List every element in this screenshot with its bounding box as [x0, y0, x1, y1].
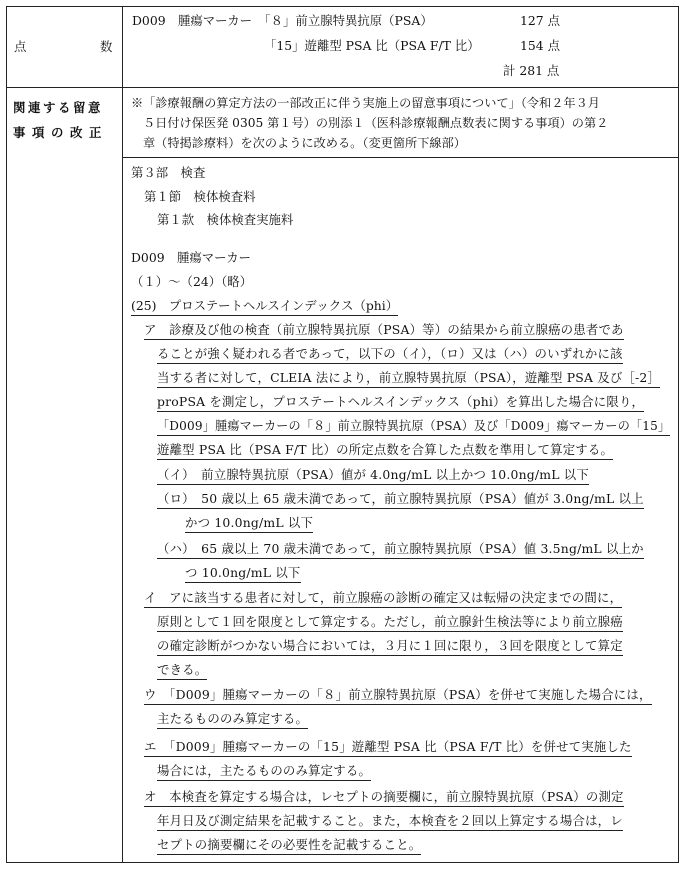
criterion-i: （イ） 前立腺特異抗原（PSA）値が 4.0ng/mL 以上かつ 10.0ng/mL 以下 — [157, 468, 589, 485]
criterion-ha-line-1: （ハ） 65 歳以上 70 歳未満であって，前立腺特異抗原（PSA）値 3.5ng/mL 以上か — [157, 542, 644, 559]
points-row-psa: D009 腫瘍マーカー 「８」前立腺特異抗原（PSA） — [132, 13, 433, 28]
para-u-line-1: ウ 「D009」腫瘍マーカーの「８」前立腺特異抗原（PSA）を併せて実施した場合には， — [144, 688, 652, 705]
item-25-title: (25) プロステートヘルスインデックス（phi） — [131, 299, 398, 316]
row-divider-notice — [122, 157, 678, 158]
para-o-line-2: 年月日及び測定結果を記載すること。また，本検査を２回以上算定する場合は，レ — [157, 814, 623, 831]
para-a-line-4: proPSA を測定し，プロステートヘルスインデックス（phi）を算出した場合に限り， — [157, 395, 644, 412]
para-a-line-1: ア 診療及び他の検査（前立腺特異抗原（PSA）等）の結果から前立腺癌の患者であ — [144, 323, 624, 340]
points-value-psa: 127 点 — [520, 13, 560, 28]
row-divider-points — [6, 87, 678, 88]
item-code: D009 腫瘍マーカー — [131, 250, 252, 265]
notice-intro-line2: ５日付け保医発 0305 第１号）の別添１（医科診療報酬点数表に関する事項）の第２ — [143, 116, 609, 130]
notice-label-line1: 関連する留意 — [13, 100, 103, 115]
points-total: 計 281 点 — [503, 63, 560, 78]
notice-intro-line3: 章（特掲診療料）を次のように改める。（変更箇所下線部） — [143, 136, 466, 150]
points-row-ft-ratio: 「15」遊離型 PSA 比（PSA F/T 比） — [264, 38, 480, 53]
criterion-ro-line-2: かつ 10.0ng/mL 以下 — [185, 516, 313, 533]
omitted-items: （１）～（24）（略） — [131, 274, 253, 289]
para-a-line-6: 遊離型 PSA 比（PSA F/T 比）の所定点数を合算した点数を準用して算定する。 — [157, 443, 613, 460]
para-o-line-3: セプトの摘要欄にその必要性を記載すること。 — [157, 838, 421, 855]
points-label-right: 数 — [100, 39, 113, 54]
para-o-line-1: オ 本検査を算定する場合は，レセプトの摘要欄に，前立腺特異抗原（PSA）の測定 — [144, 790, 624, 807]
para-i-line-2: 原則として１回を限度として算定する。ただし，前立腺針生検法等により前立腺癌 — [157, 615, 623, 632]
para-i-line-3: の確定診断がつかない場合においては，３月に１回に限り，３回を限度として算定 — [157, 639, 623, 656]
para-a-line-3: 当する者に対して，CLEIA 法により，前立腺特異抗原（PSA），遊離型 PSA 及び［-2］ — [157, 371, 660, 388]
points-value-ft-ratio: 154 点 — [520, 38, 560, 53]
notice-label-line2: 事項の改正 — [13, 125, 108, 140]
para-u-line-2: 主たるもののみ算定する。 — [157, 712, 308, 729]
criterion-ha-line-2: つ 10.0ng/mL 以下 — [185, 566, 301, 583]
notice-intro-line1: ※「診療報酬の算定方法の一部改正に伴う実施上の留意事項について」（令和２年３月 — [131, 96, 600, 110]
column-divider — [122, 6, 123, 862]
para-a-line-5: 「D009」腫瘍マーカーの「８」前立腺特異抗原（PSA）及び「D009」瘍マーカーの「15」 — [157, 419, 670, 436]
para-e-line-1: エ 「D009」腫瘍マーカーの「15」遊離型 PSA 比（PSA F/T 比）を併せて実施した — [144, 740, 632, 757]
para-i-line-1: イ アに該当する患者に対して，前立腺癌の診断の確定又は転帰の決定までの間に， — [144, 591, 622, 608]
subsection-heading: 第１款 検体検査実施料 — [157, 212, 294, 227]
part-heading: 第３部 検査 — [131, 165, 206, 180]
criterion-ro-line-1: （ロ） 50 歳以上 65 歳未満であって，前立腺特異抗原（PSA）値が 3.0ng/mL 以上 — [157, 492, 644, 509]
section-heading: 第１節 検体検査料 — [144, 189, 256, 204]
para-a-line-2: ることが強く疑われる者であって，以下の（イ），（ロ）又は（ハ）のいずれかに該 — [157, 347, 623, 364]
para-i-line-4: できる。 — [157, 663, 207, 680]
points-label-left: 点 — [14, 39, 27, 54]
para-e-line-2: 場合には，主たるもののみ算定する。 — [157, 764, 371, 781]
